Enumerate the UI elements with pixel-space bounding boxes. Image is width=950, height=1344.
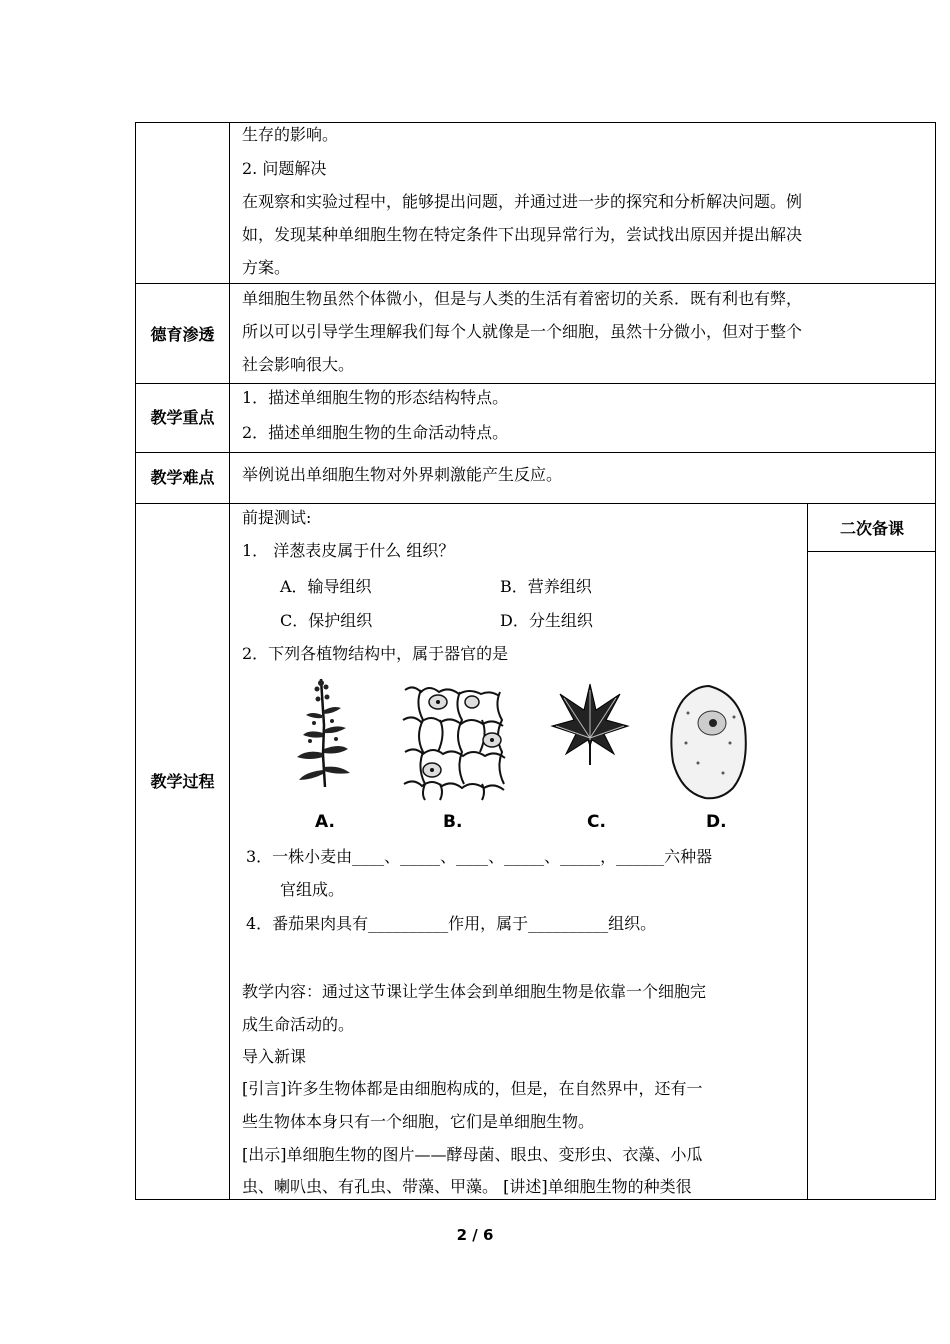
content-line: [出示]单细胞生物的图片——酵母菌、眼虫、变形虫、衣藻、小瓜 [242, 1145, 703, 1164]
row-label-difficult: 教学难点 [150, 468, 215, 487]
text-line: 方案。 [242, 258, 291, 277]
figure-label-d: D. [706, 812, 727, 832]
option-b: B．营养组织 [500, 577, 592, 596]
content-line: [引言]许多生物体都是由细胞构成的，但是，在自然界中，还有一 [242, 1079, 703, 1098]
text-line: 1．描述单细胞生物的形态结构特点。 [242, 388, 509, 407]
question-1: 1． 洋葱表皮属于什么 组织？ [242, 541, 455, 560]
question-4: 4．番茄果肉具有__________作用，属于__________组织。 [246, 914, 657, 933]
table-bottom-border [135, 1199, 936, 1200]
page-number: 2 / 6 [456, 1226, 494, 1244]
leaf-figure-c [550, 680, 630, 770]
figure-label-c: C. [587, 812, 606, 832]
content-line: 教学内容：通过这节课让学生体会到单细胞生物是依靠一个细胞完 [242, 982, 707, 1001]
figure-label-a: A. [315, 812, 335, 832]
row-divider [807, 551, 936, 552]
option-d: D．分生组织 [500, 611, 593, 630]
text-line: 社会影响很大。 [242, 355, 355, 374]
option-c: C．保护组织 [280, 611, 373, 630]
row-label-process: 教学过程 [150, 772, 215, 791]
row-divider [135, 503, 936, 504]
text-line: 如，发现某种单细胞生物在特定条件下出现异常行为，尝试找出原因并提出解决 [242, 225, 803, 244]
row-label-moral: 德育渗透 [150, 325, 215, 344]
text-line: 2．描述单细胞生物的生命活动特点。 [242, 423, 509, 442]
content-line: 成生命活动的。 [242, 1015, 355, 1034]
content-line: 导入新课 [242, 1047, 307, 1066]
content-line: 虫、喇叭虫、有孔虫、带藻、甲藻。 [讲述]单细胞生物的种类很 [242, 1177, 692, 1196]
text-line: 2. 问题解决 [242, 159, 327, 178]
figure-label-b: B. [443, 812, 463, 832]
row-divider [135, 383, 936, 384]
question-2: 2．下列各植物结构中，属于器官的是 [242, 644, 509, 663]
pretest-title: 前提测试: [242, 508, 312, 527]
text-line: 在观察和实验过程中，能够提出问题，并通过进一步的探究和分析解决问题。例 [242, 192, 803, 211]
column-divider-right [807, 503, 808, 1199]
text-line: 所以可以引导学生理解我们每个人就像是一个细胞，虽然十分微小，但对于整个 [242, 322, 803, 341]
row-label-key: 教学重点 [150, 408, 215, 427]
option-a: A．输导组织 [280, 577, 372, 596]
second-prep-header: 二次备课 [839, 519, 904, 538]
plant-figure-a [290, 675, 360, 790]
tissue-figure-b [400, 680, 518, 805]
content-line: 些生物体本身只有一个细胞，它们是单细胞生物。 [242, 1112, 595, 1131]
row-divider [135, 283, 936, 284]
text-line: 生存的影响。 [242, 125, 339, 144]
question-3-cont: 官组成。 [280, 880, 345, 899]
row-divider [135, 452, 936, 453]
question-3: 3．一株小麦由____、_____、____、_____、_____，______六种器 [246, 847, 713, 866]
cell-figure-d [668, 683, 750, 803]
text-line: 举例说出单细胞生物对外界刺激能产生反应。 [242, 465, 563, 484]
text-line: 单细胞生物虽然个体微小，但是与人类的生活有着密切的关系．既有利也有弊， [242, 289, 803, 308]
